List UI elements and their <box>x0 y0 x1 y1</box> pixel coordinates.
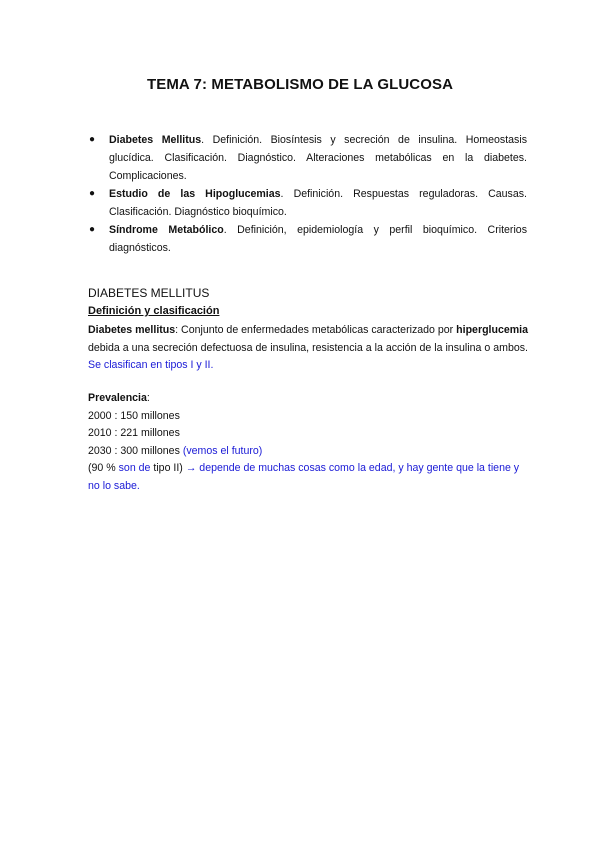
bullet-icon: ● <box>89 188 96 199</box>
classification-note: Se clasifican en tipos I y II. <box>88 359 214 371</box>
type2-rest: tipo II) <box>150 462 186 474</box>
bullet-icon: ● <box>89 224 96 235</box>
prevalence-row: 2010 : 221 millones <box>88 427 180 439</box>
prevalence-colon: : <box>146 392 150 404</box>
prevalence-row-2030 <box>88 443 528 461</box>
subsection-heading: Definición y clasificación <box>88 305 220 317</box>
topic-term: Síndrome Metabólico <box>109 224 224 236</box>
arrow-right-icon: → <box>185 462 197 474</box>
prevalence-heading <box>88 390 528 408</box>
prevalence-row: 2030 : 300 millones <box>88 444 183 457</box>
type2-note-line <box>88 460 528 495</box>
type2-blue: son de <box>118 462 151 474</box>
definition-text-rest: debida a una secreción defectuosa de insulina, resistencia a la acción de la insulina o ambos. <box>88 341 528 354</box>
prevalence-row: 2000 : 150 millones <box>88 409 180 422</box>
page-title: TEMA 7: METABOLISMO DE LA GLUCOSA <box>146 76 454 93</box>
definition-term-hyperglycemia: hiperglucemia <box>456 324 528 336</box>
definition-text: : Conjunto de enfermedades metabólicas caracterizado por <box>175 324 457 336</box>
future-note: (vemos el futuro) <box>182 444 263 457</box>
prevalence-label: Prevalencia <box>88 392 147 404</box>
list-item <box>89 131 527 185</box>
section-heading: DIABETES MELLITUS <box>88 286 210 300</box>
topics-list <box>89 131 527 257</box>
topic-term: Diabetes Mellitus <box>109 134 202 146</box>
definition-paragraph <box>88 322 528 375</box>
list-item <box>89 185 527 221</box>
bullet-icon: ● <box>89 134 96 145</box>
type2-annotation: depende de muchas cosas como la edad, y hay gente que la tiene y no lo sabe. <box>88 462 520 492</box>
prevalence-block <box>88 390 528 495</box>
type2-open: (90 % <box>88 462 119 474</box>
definition-term: Diabetes mellitus <box>88 324 176 336</box>
topic-text: . Definición, epidemiología y perfil bioquímico. Criterios diagnósticos. <box>109 224 527 254</box>
topic-text: . Definición. Biosíntesis y secreción de insulina. Homeostasis glucídica. Clasificación. Diagnóstico. Alteraciones metabólicas en la diabetes. Complicaciones. <box>109 134 527 182</box>
topic-term: Estudio de las Hipoglucemias <box>109 188 281 200</box>
list-item <box>89 221 527 257</box>
topic-text: . Definición. Respuestas reguladoras. Causas. Clasificación. Diagnóstico bioquímico. <box>109 188 527 218</box>
